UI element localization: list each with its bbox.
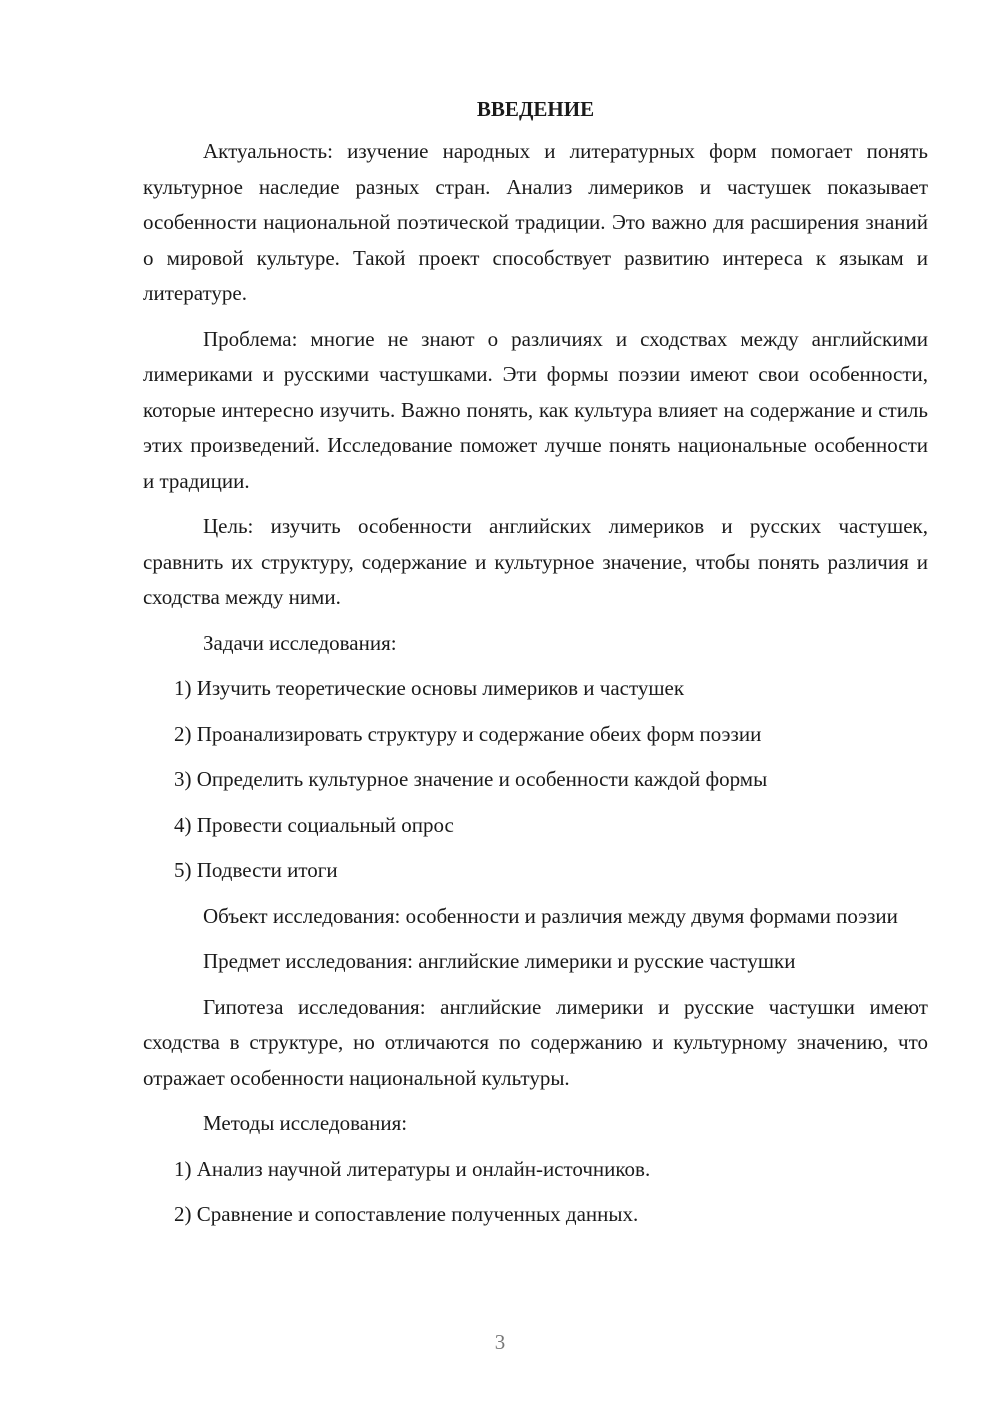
tasks-title: Задачи исследования:: [203, 630, 397, 655]
object-paragraph: Объект исследования: особенности и различия между двумя формами поэзии: [203, 903, 898, 928]
page-number: 3: [494, 1330, 506, 1354]
method-item-2: 2) Сравнение и сопоставление полученных данных.: [174, 1202, 639, 1226]
task-item-3: 3) Определить культурное значение и особенности каждой формы: [174, 767, 768, 791]
methods-list: [143, 1152, 928, 1233]
hypothesis-paragraph: Гипотеза исследования: английские лимерики и русские частушки имеют сходства в структуре, но отличаются по содержанию и культурному значению, что отражает особенности национальной культуры.: [143, 994, 928, 1090]
task-item-2: 2) Проанализировать структуру и содержание обеих форм поэзии: [174, 721, 762, 746]
problem-paragraph: Проблема: многие не знают о различиях и сходствах между английскими лимериками и русскими частушками. Эти формы поэзии имеют свои особенности, которые интересно изучить. Важно понять, как культура влияет на содержание и стиль этих произведений. Исследование поможет лучше понять национальные особенности и традиции.: [143, 326, 928, 493]
tasks-list: [143, 671, 928, 889]
methods-title: Методы исследования:: [203, 1111, 408, 1135]
task-item-1: 1) Изучить теоретические основы лимериков и частушек: [174, 676, 685, 700]
document-page: [143, 92, 928, 1243]
task-item-5: 5) Подвести итоги: [174, 858, 338, 882]
goal-paragraph: Цель: изучить особенности английских лимериков и русских частушек, сравнить их структуру, содержание и культурное значение, чтобы понять различия и сходства между ними.: [143, 514, 928, 609]
method-item-1: 1) Анализ научной литературы и онлайн-источников.: [174, 1156, 651, 1181]
page-title: ВВЕДЕНИЕ: [476, 97, 595, 121]
relevance-paragraph: Актуальность: изучение народных и литературных форм помогает понять культурное наследие разных стран. Анализ лимериков и частушек показывает особенности национальной поэтической традиции. Это важно для расширения знаний о мировой культуре. Такой проект способствует развитию интереса к языкам и литературе.: [143, 139, 928, 305]
subject-paragraph: Предмет исследования: английские лимерики и русские частушки: [203, 949, 796, 973]
task-item-4: 4) Провести социальный опрос: [174, 812, 454, 837]
